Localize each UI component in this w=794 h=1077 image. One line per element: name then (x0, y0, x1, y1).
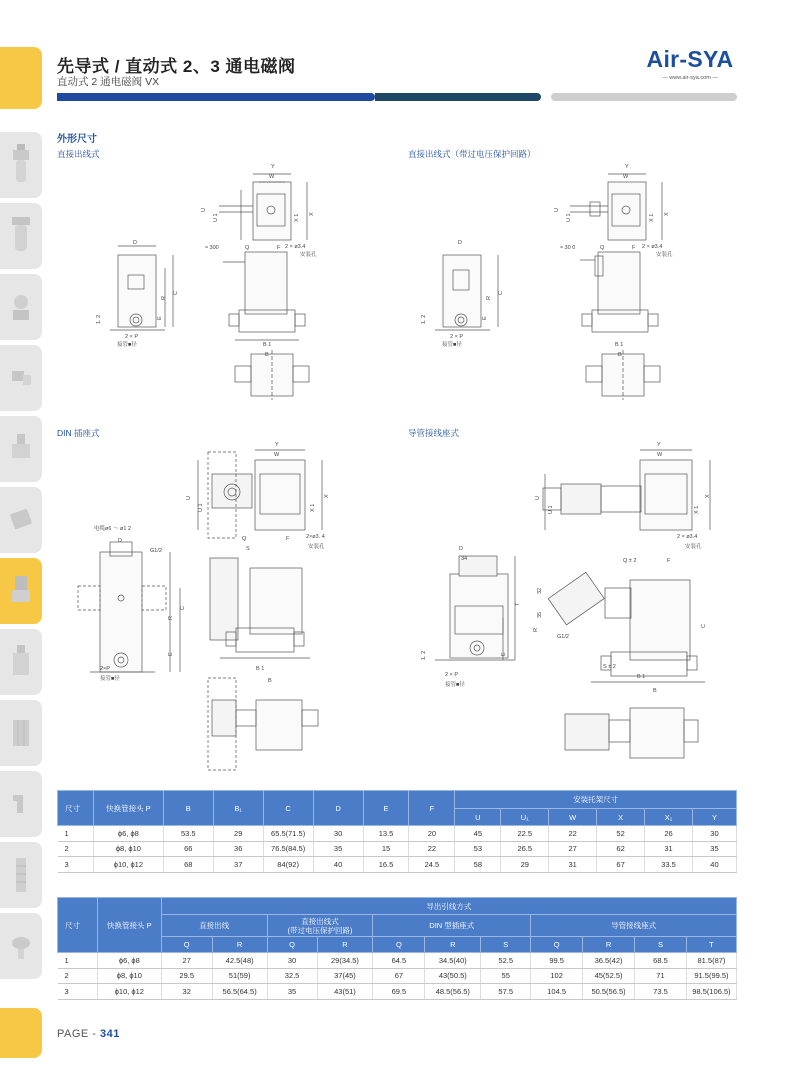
dim-label-x1: X 1 (694, 505, 700, 514)
dim-label-32: 32 (537, 587, 543, 594)
table-cell: ϕ8, ϕ10 (97, 968, 161, 984)
drawing-direct-lead-protect (420, 160, 680, 400)
dim-label-g12: G1/2 (557, 634, 569, 640)
table-cell: 99.5 (531, 953, 583, 969)
th-fitting: 快换管接头 P (93, 791, 163, 826)
dim-label-x1: X 1 (294, 213, 300, 222)
dim-label-c: C (173, 291, 179, 295)
th-size: 尺寸 (58, 898, 98, 953)
dim-label-s-pm2: S ± 2 (603, 664, 616, 670)
th-lead-group: 导出引线方式 (161, 898, 736, 915)
th-group-direct-protect: 直接出线式 (带过电压保护回路) (267, 915, 373, 937)
dim-label-x: X (664, 212, 670, 216)
table-cell: 91.5(99.5) (686, 968, 736, 984)
table-cell: 69.5 (373, 984, 425, 1000)
table-cell: 43(50.5) (425, 968, 481, 984)
table-cell: ϕ8, ϕ10 (93, 841, 163, 857)
table-cell: 98.5(106.5) (686, 984, 736, 1000)
table-cell: 65.5(71.5) (263, 826, 313, 842)
dim-label-35: 35 (537, 611, 543, 618)
dim-label-d: D (459, 546, 463, 552)
drawing-din (60, 438, 360, 773)
dim-label-b: B (618, 352, 622, 358)
fitting-icon[interactable] (0, 345, 42, 411)
dim-label-b1: B 1 (615, 342, 624, 348)
table-cell: 31 (549, 857, 597, 873)
table-cell: 3 (58, 857, 94, 873)
dim-label-x1: X 1 (310, 503, 316, 512)
dim-label-d: D (133, 240, 137, 246)
dim-label-port-label: 接管■径 (100, 676, 120, 682)
dim-label-u1: U 1 (548, 505, 554, 514)
dim-label-u: U (186, 496, 192, 500)
table-cell: 62 (597, 841, 645, 857)
dim-label-e: E (482, 316, 488, 320)
dim-label-lead: ≈ 30 0 (560, 245, 576, 251)
table-row (58, 953, 737, 969)
th-size: 尺寸 (58, 791, 94, 826)
table-cell: 40 (313, 857, 363, 873)
th-sub-9: S (635, 937, 687, 953)
th-bracket-group: 安装托架尺寸 (455, 791, 737, 809)
table-cell: 29 (501, 857, 549, 873)
table-cell: 42.5(48) (212, 953, 267, 969)
dim-label-r: R (168, 616, 174, 620)
table-cell: 40 (692, 857, 736, 873)
dim-label-w: W (623, 174, 629, 180)
table-cell: 67 (373, 968, 425, 984)
th-sub-2: W (549, 809, 597, 826)
drawing-conduit (415, 438, 715, 773)
table-cell: 71 (635, 968, 687, 984)
table-cell: 57.5 (481, 984, 531, 1000)
dim-label-b: B (268, 678, 272, 684)
dim-label-port: 2 × P (445, 672, 458, 678)
dim-label-t: T (515, 602, 521, 606)
table-cell: 29.5 (161, 968, 212, 984)
table-cell: 29(34.5) (317, 953, 373, 969)
table-cell: ϕ10, ϕ12 (97, 984, 161, 1000)
table-cell: 15 (363, 841, 409, 857)
dimension-table-2 (57, 897, 737, 1000)
dim-label-port: 2 × P (450, 334, 463, 340)
dim-label-mount-hole-label: 安装孔 (308, 544, 325, 550)
table-cell: 35 (313, 841, 363, 857)
th-group-din: DIN 型插座式 (373, 915, 531, 937)
drawing-direct-lead (95, 160, 325, 400)
table-cell: 37 (213, 857, 263, 873)
dim-label-e: E (501, 652, 507, 656)
table-cell: 1 (58, 953, 98, 969)
dim-label-q-pm2: Q ± 2 (623, 558, 637, 564)
header-bar-dark (375, 93, 541, 101)
table-cell: 22 (409, 841, 455, 857)
chapter-tab-top (0, 47, 42, 109)
table-cell: 67 (597, 857, 645, 873)
dim-label-f: F (667, 558, 671, 564)
th-sub-0: U (455, 809, 501, 826)
dim-label-d: D (458, 240, 462, 246)
table-cell: 16.5 (363, 857, 409, 873)
dim-label-y: Y (271, 164, 275, 170)
table-cell: 13.5 (363, 826, 409, 842)
header-bar-blue (57, 93, 375, 101)
dim-label-port: 2×P (100, 666, 110, 672)
table-cell: 36.5(42) (583, 953, 635, 969)
dim-label-mount-hole: 2×ø3. 4 (306, 534, 325, 540)
table-cell: 33.5 (645, 857, 693, 873)
th-sub-0: Q (161, 937, 212, 953)
table-cell: 81.5(87) (686, 953, 736, 969)
th-c: C (263, 791, 313, 826)
table-row (58, 826, 737, 842)
dim-label-y: Y (275, 442, 279, 448)
th-fitting: 快换管接头 P (97, 898, 161, 953)
table-cell: 66 (163, 841, 213, 857)
dim-label-w: W (269, 174, 275, 180)
dim-label-w: W (274, 452, 280, 458)
dim-label-mount-hole: 2 × ø3.4 (642, 244, 663, 250)
table-cell: 102 (531, 968, 583, 984)
dim-label-mount-hole-label: 安装孔 (656, 252, 673, 258)
table-cell: ϕ10, ϕ12 (93, 857, 163, 873)
dim-label-lead: ≈ 300 (205, 245, 219, 251)
dim-label-w: W (657, 452, 663, 458)
dim-label-port-label: 接管■径 (442, 342, 462, 348)
page-number (57, 1028, 120, 1040)
dim-label-f: F (286, 536, 290, 542)
elbow-fitting-icon[interactable] (0, 771, 42, 837)
table-cell: 52 (597, 826, 645, 842)
th-sub-4: X₁ (645, 809, 693, 826)
brand-logo[interactable] (640, 46, 740, 81)
vacuum-icon[interactable] (0, 913, 42, 979)
th-sub-6: S (481, 937, 531, 953)
dim-label-b: B (653, 688, 657, 694)
section-title: 外形尺寸 (57, 134, 97, 145)
page-number-value: 341 (100, 1028, 120, 1040)
th-b: B (163, 791, 213, 826)
th-d: D (313, 791, 363, 826)
table-cell: 45(52.5) (583, 968, 635, 984)
table-cell: 20 (409, 826, 455, 842)
table-cell: 73.5 (635, 984, 687, 1000)
dim-label-x: X (705, 494, 711, 498)
th-sub-2: Q (267, 937, 317, 953)
table-cell: 24.5 (409, 857, 455, 873)
page-prefix: PAGE - (57, 1028, 101, 1040)
dim-label-e: E (168, 652, 174, 656)
table-cell: 34.5(40) (425, 953, 481, 969)
dim-label-b: B (265, 352, 269, 358)
dim-label-u1: U 1 (566, 213, 572, 222)
table-cell: 53.5 (163, 826, 213, 842)
th-sub-1: R (212, 937, 267, 953)
table-cell: 1 (58, 826, 94, 842)
th-sub-8: R (583, 937, 635, 953)
dim-label-u1: U 1 (213, 213, 219, 222)
brand-url: — www.air-sya.com — (662, 75, 718, 81)
dim-label-y: Y (657, 442, 661, 448)
dim-label-1-2: 1. 2 (421, 650, 427, 660)
table-cell: 48.5(56.5) (425, 984, 481, 1000)
sidebar-product-icons (0, 132, 42, 984)
view-label-direct-lead: 直接出线式 (57, 149, 100, 159)
dim-label-port-label: 接管■径 (117, 342, 137, 348)
dim-label-mount-hole-label: 安装孔 (300, 252, 317, 258)
table-cell: 31 (645, 841, 693, 857)
dim-label-q: Q (245, 245, 250, 251)
table-cell: 50.5(56.5) (583, 984, 635, 1000)
table-cell: 2 (58, 968, 98, 984)
table-cell: 37(45) (317, 968, 373, 984)
dim-label-mount-hole: 2 × ø3.4 (677, 534, 698, 540)
dim-label-b1: B 1 (263, 342, 272, 348)
solenoid-valve-icon[interactable] (0, 558, 42, 624)
dim-label-s: S (246, 546, 250, 552)
table-cell: 35 (267, 984, 317, 1000)
table-cell: 52.5 (481, 953, 531, 969)
table-cell: 27 (549, 841, 597, 857)
dim-label-r: R (533, 628, 539, 632)
table-cell: 68 (163, 857, 213, 873)
th-f: F (409, 791, 455, 826)
view-label-conduit: 导管接线座式 (408, 428, 460, 438)
dimension-table-1 (57, 790, 737, 873)
table-cell: 32 (161, 984, 212, 1000)
dim-label-u: U (201, 208, 207, 212)
table-row (58, 857, 737, 873)
manifold-icon[interactable] (0, 700, 42, 766)
dim-label-f: F (277, 245, 281, 251)
table-cell: 27 (161, 953, 212, 969)
table-cell: 36 (213, 841, 263, 857)
table-cell: 76.5(84.5) (263, 841, 313, 857)
dim-label-r: R (161, 296, 167, 300)
page-subtitle: 直动式 2 通电磁阀 VX (57, 76, 160, 88)
table-cell: 58 (455, 857, 501, 873)
table-cell: 26.5 (501, 841, 549, 857)
dim-label-34: 34 (461, 556, 468, 562)
table-cell: 22.5 (501, 826, 549, 842)
table-cell: ϕ6, ϕ8 (93, 826, 163, 842)
filter-bowl-icon[interactable] (0, 203, 42, 269)
dim-label-x1: X 1 (649, 213, 655, 222)
table-cell: 84(92) (263, 857, 313, 873)
dim-label-port-label: 接管■径 (445, 682, 465, 688)
dim-label-b1: B 1 (256, 666, 265, 672)
table-cell: 55 (481, 968, 531, 984)
dim-label-e: E (157, 316, 163, 320)
view-label-din: DIN 插座式 (57, 428, 100, 438)
th-group-direct: 直接出线 (161, 915, 267, 937)
table-cell: 64.5 (373, 953, 425, 969)
silencer-icon[interactable] (0, 842, 42, 908)
dim-label-u: U (554, 208, 560, 212)
dim-label-port: 2 × P (125, 334, 138, 340)
dim-label-r: R (486, 296, 492, 300)
dim-label-x: X (309, 212, 315, 216)
dim-label-x: X (324, 494, 330, 498)
table-cell: 29 (213, 826, 263, 842)
table-cell: 104.5 (531, 984, 583, 1000)
filter-regulator-icon[interactable] (0, 132, 42, 198)
table-cell: 68.5 (635, 953, 687, 969)
th-e: E (363, 791, 409, 826)
table-cell: 30 (313, 826, 363, 842)
dim-label-u: U (535, 496, 541, 500)
table-cell: 51(59) (212, 968, 267, 984)
th-sub-5: Y (692, 809, 736, 826)
dim-label-f: F (632, 245, 636, 251)
table-cell: 32.5 (267, 968, 317, 984)
dim-label-mount-hole-label: 安装孔 (685, 544, 702, 550)
dim-label-c: C (701, 624, 707, 628)
table-row (58, 841, 737, 857)
cylinder-icon[interactable] (0, 487, 42, 553)
dim-label-q: Q (600, 245, 605, 251)
th-group-conduit: 导管接线座式 (531, 915, 737, 937)
table-cell: 3 (58, 984, 98, 1000)
th-sub-3: X (597, 809, 645, 826)
th-sub-5: R (425, 937, 481, 953)
table-cell: 56.5(64.5) (212, 984, 267, 1000)
th-sub-1: U₁ (501, 809, 549, 826)
valve-icon[interactable] (0, 416, 42, 482)
th-sub-7: Q (531, 937, 583, 953)
table-row (58, 984, 737, 1000)
brand-name: Air-SYA (646, 46, 734, 72)
header-bar-gray (551, 93, 737, 101)
th-sub-10: T (686, 937, 736, 953)
table-cell: 2 (58, 841, 94, 857)
dim-label-c: C (180, 606, 186, 610)
page-title: 先导式 / 直动式 2、3 通电磁阀 (57, 57, 296, 76)
dim-label-d: D (118, 538, 122, 544)
table-row (58, 968, 737, 984)
th-b1: B₁ (213, 791, 263, 826)
view-label-direct-lead-protect: 直接出线式（带过电压保护回路） (408, 149, 536, 159)
th-sub-4: Q (373, 937, 425, 953)
chapter-tab-bottom (0, 1008, 42, 1058)
dim-label-y: Y (625, 164, 629, 170)
table-cell: 43(51) (317, 984, 373, 1000)
dim-label-1-2: 1. 2 (421, 314, 427, 324)
dim-label-cable: 电缆ø6 ～ ø1 2 (94, 526, 131, 532)
table-cell: 26 (645, 826, 693, 842)
table-cell: 35 (692, 841, 736, 857)
table-cell: 53 (455, 841, 501, 857)
table-cell: 22 (549, 826, 597, 842)
dim-label-q: Q (242, 536, 247, 542)
table-cell: 30 (267, 953, 317, 969)
pressure-gauge-icon[interactable] (0, 274, 42, 340)
table-cell: 30 (692, 826, 736, 842)
table-cell: ϕ6, ϕ8 (97, 953, 161, 969)
table-cell: 45 (455, 826, 501, 842)
dim-label-u1: U 1 (198, 503, 204, 512)
dim-label-1-2: 1. 2 (96, 314, 102, 324)
dim-label-b1: B 1 (637, 674, 646, 680)
actuator-icon[interactable] (0, 629, 42, 695)
th-sub-3: R (317, 937, 373, 953)
dim-label-g12: G1/2 (150, 548, 162, 554)
dim-label-mount-hole: 2 × ø3.4 (285, 244, 306, 250)
dim-label-c: C (498, 291, 504, 295)
